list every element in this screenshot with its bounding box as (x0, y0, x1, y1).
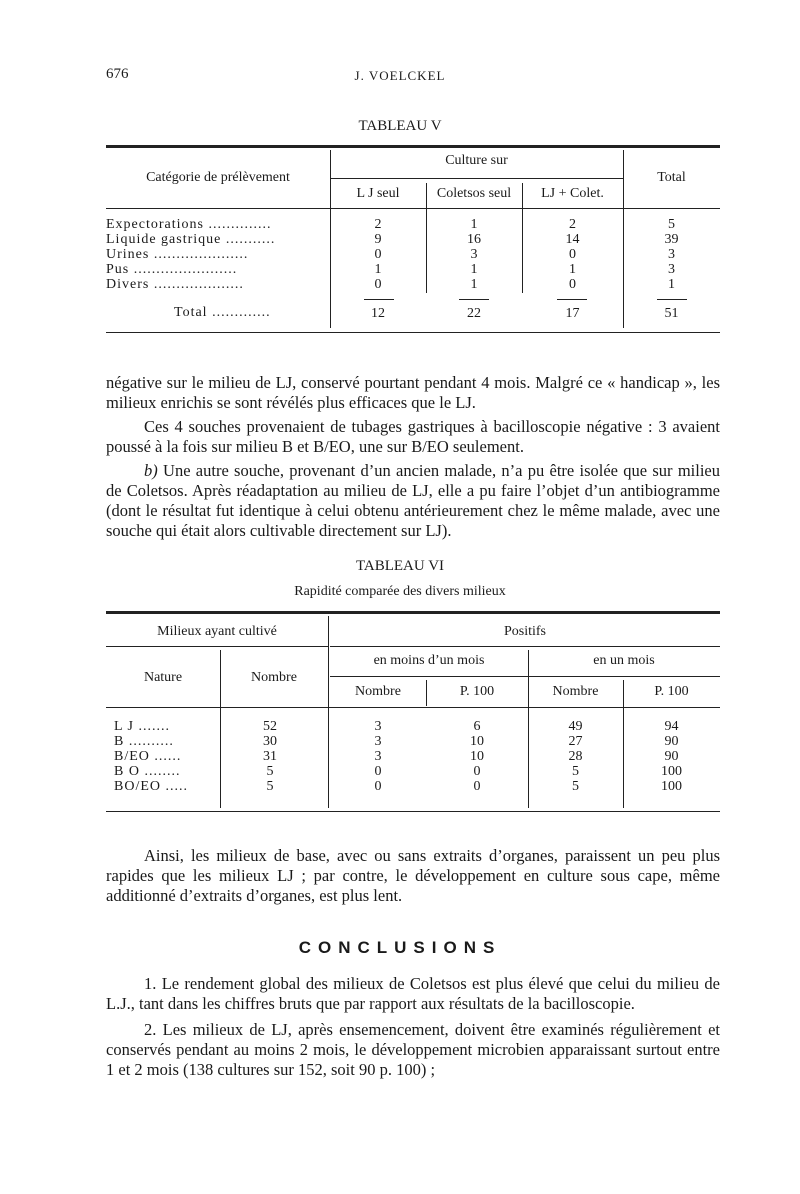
row-label: Urines ..................... (106, 247, 249, 262)
row-label: Liquide gastrique ........... (106, 232, 276, 247)
row-label: B O ........ (114, 764, 181, 779)
row-label: L J ....... (114, 719, 170, 734)
cell: 94 (664, 719, 679, 734)
row-label: B .......... (114, 734, 174, 749)
cell: 0 (374, 277, 382, 292)
cell: 100 (661, 779, 682, 794)
cell: 0 (569, 247, 576, 262)
cell: 0 (374, 764, 382, 779)
cell: 1 (569, 262, 576, 277)
table5-col-lj: L J seul (356, 186, 400, 201)
table6-sub-p100-2: P. 100 (654, 684, 689, 699)
conclusion-item: 2. Les milieux de LJ, après ensemencement, doivent être examinés régulièrement et conservés pendant au moins 2 mois, le développement microbien apparaissant surtout entre 1 et 2 mois (138 cultures sur 152, soit 90 p. 100) ; (106, 1020, 720, 1079)
cell: 3 (374, 749, 382, 764)
table6-col-nature: Nature (143, 670, 183, 685)
cell: 3 (470, 247, 478, 262)
cell: 90 (664, 734, 679, 749)
cell: 28 (568, 749, 583, 764)
cell: 52 (263, 719, 277, 734)
row-label: Total ............. (174, 305, 271, 320)
table6-col-positifs: Positifs (503, 624, 546, 639)
cell: 2 (569, 217, 576, 232)
cell: 90 (664, 749, 679, 764)
body-text-2 (106, 846, 720, 906)
cell: 5 (668, 217, 675, 232)
table5-title: TABLEAU V (358, 118, 442, 134)
conclusion-item: 1. Le rendement global des milieux de Coletsos est plus élevé que celui du milieu de L.J., tant dans les chiffres bruts que par rapport aux résultats de la bacilloscopie. (106, 974, 720, 1013)
cell: 100 (661, 764, 682, 779)
cell: 0 (473, 779, 481, 794)
cell: 10 (470, 734, 484, 749)
row-label: Pus ....................... (106, 262, 238, 277)
cell: 1 (470, 217, 478, 232)
row-label: Divers .................... (106, 277, 244, 292)
cell: 10 (470, 749, 484, 764)
cell: 12 (371, 306, 385, 321)
cell: 1 (470, 262, 478, 277)
cell: 6 (473, 719, 481, 734)
paragraph (106, 461, 720, 541)
table5-col-category: Catégorie de prélèvement (146, 170, 290, 185)
page-number: 676 (106, 66, 129, 82)
running-author: J. VOELCKEL (354, 68, 446, 83)
cell: 0 (569, 277, 576, 292)
cell: 22 (467, 306, 481, 321)
paragraph-text: Une autre souche, provenant d’un ancien malade, n’a pu être isolée que sur milieu de Coletsos. Après réadaptation au milieu de LJ, elle a pu faire l’objet d’un antibiogramme (dont le résultat fut identique à celui obtenu antérieurement chez le même malade, avec une souche qui était alors cultivable directement sur LJ). (106, 461, 720, 540)
cell: 30 (263, 734, 277, 749)
cell: 39 (664, 232, 679, 247)
cell: 1 (668, 277, 675, 292)
cell: 5 (572, 779, 579, 794)
table5-col-total: Total (657, 170, 686, 185)
paragraph: Ainsi, les milieux de base, avec ou sans extraits d’organes, paraissent un peu plus rapides que les milieux LJ ; par contre, le développement en culture sous cape, même additionné d’extraits d’organes, est plus lent. (106, 846, 720, 905)
table6-sub-nombre-2: Nombre (552, 684, 599, 699)
row-label: B/EO ...... (114, 749, 182, 764)
cell: 16 (467, 232, 481, 247)
cell: 9 (374, 232, 382, 247)
conclusions-heading: CONCLUSIONS (298, 938, 502, 957)
cell: 31 (263, 749, 277, 764)
row-label: Expectorations .............. (106, 217, 272, 232)
table5-col-both: LJ + Colet. (541, 186, 604, 201)
paragraph-label: b) (144, 461, 158, 480)
cell: 5 (266, 764, 274, 779)
table6-col-nombre: Nombre (251, 670, 297, 685)
cell: 14 (565, 232, 580, 247)
cell: 1 (374, 262, 382, 277)
cell: 2 (374, 217, 382, 232)
row-label: BO/EO ..... (114, 779, 188, 794)
table5-col-group: Culture sur (445, 153, 508, 168)
cell: 3 (374, 719, 382, 734)
body-text-1 (106, 373, 720, 541)
table6-sub-p100: P. 100 (459, 684, 495, 699)
cell: 51 (664, 306, 679, 321)
table6-col-moins: en moins d’un mois (373, 653, 485, 668)
cell: 3 (668, 262, 675, 277)
conclusions-body (106, 974, 720, 1080)
cell: 1 (470, 277, 478, 292)
cell: 27 (568, 734, 583, 749)
table6-subtitle: Rapidité comparée des divers milieux (294, 584, 506, 599)
cell: 5 (266, 779, 274, 794)
table6-col-milieux: Milieux ayant cultivé (157, 624, 277, 639)
table6-sub-nombre: Nombre (355, 684, 401, 699)
table5-col-coletsos: Coletsos seul (436, 186, 512, 201)
table6-title: TABLEAU VI (355, 558, 445, 574)
cell: 5 (572, 764, 579, 779)
cell: 0 (374, 247, 382, 262)
cell: 0 (374, 779, 382, 794)
table6-col-un: en un mois (593, 653, 655, 668)
cell: 3 (668, 247, 675, 262)
cell: 49 (568, 719, 583, 734)
cell: 17 (565, 306, 580, 321)
paragraph: Ces 4 souches provenaient de tubages gastriques à bacilloscopie négative : 3 avaient poussé à la fois sur milieu B et B/EO, une sur B/EO seulement. (106, 417, 720, 456)
cell: 3 (374, 734, 382, 749)
cell: 0 (473, 764, 481, 779)
paragraph: négative sur le milieu de LJ, conservé pourtant pendant 4 mois. Malgré ce « handicap », les milieux enrichis se sont révélés plus efficaces que le LJ. (106, 373, 720, 412)
